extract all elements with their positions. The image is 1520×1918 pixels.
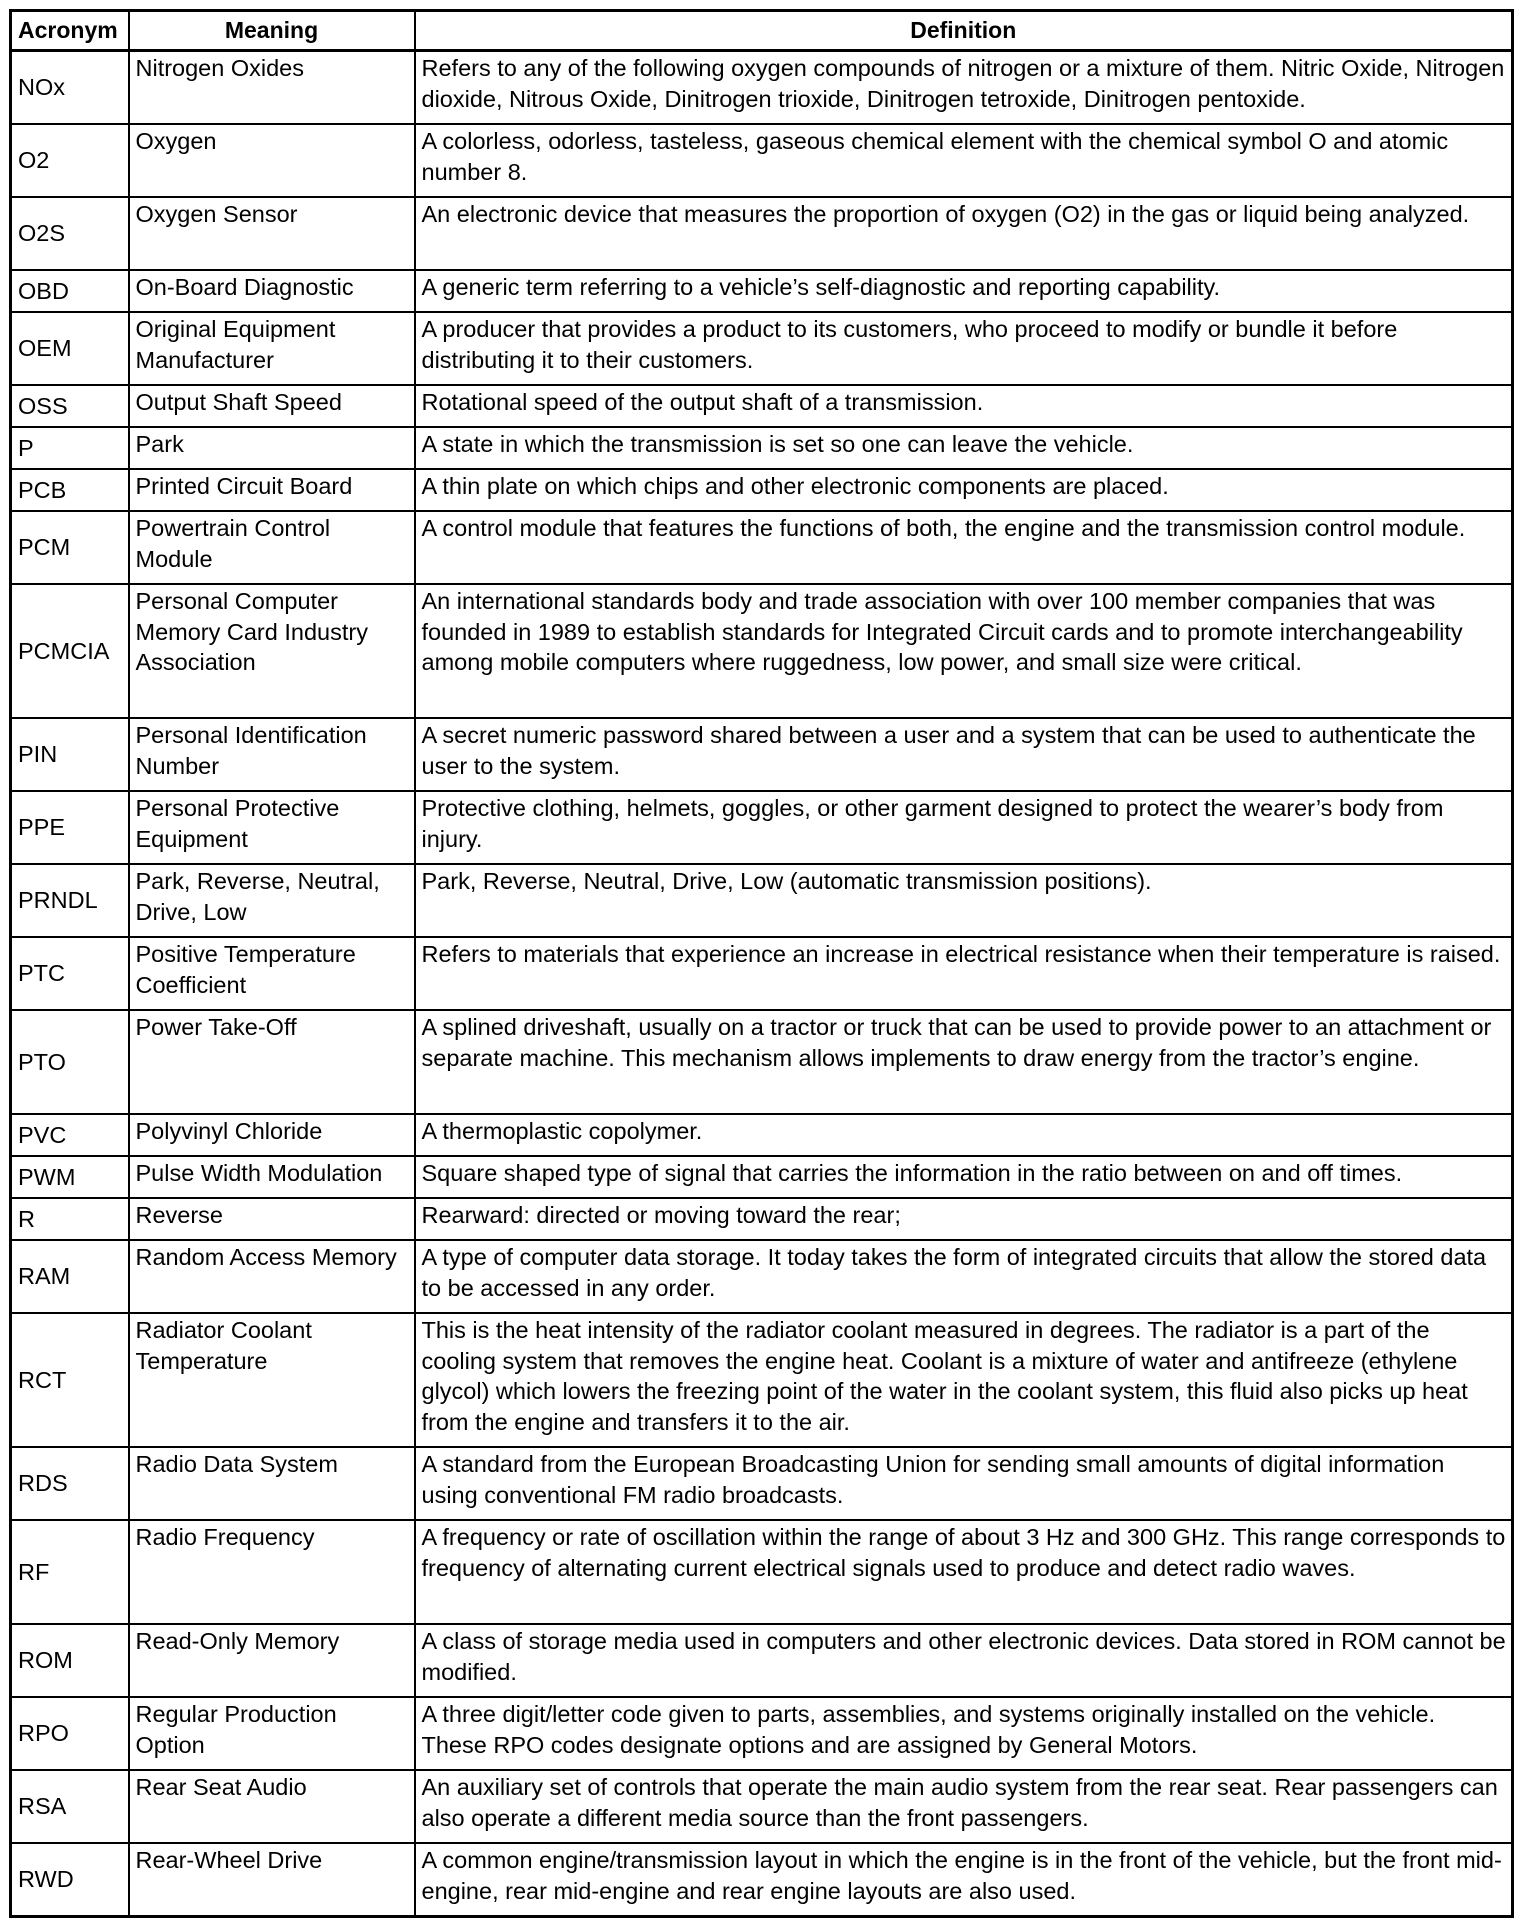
column-header-acronym: Acronym (11, 11, 129, 51)
definition-cell: This is the heat intensity of the radiator coolant measured in degrees. The radiator is a part of the cooling system that removes the engine heat. Coolant is a mixture of water and antifreeze (ethylene glycol) which lowers the freezing point of the water in the coolant system, this fluid also picks up heat from the engine and transfers it to the air. (415, 1313, 1513, 1447)
acronym-cell: P (11, 427, 129, 469)
acronym-cell: RPO (11, 1697, 129, 1770)
definition-cell: A state in which the transmission is set so one can leave the vehicle. (415, 427, 1513, 469)
definition-cell: Rotational speed of the output shaft of a transmission. (415, 385, 1513, 427)
meaning-cell: Pulse Width Modulation (129, 1156, 415, 1198)
acronym-cell: PCMCIA (11, 584, 129, 718)
definition-cell: A generic term referring to a vehicle’s self-diagnostic and reporting capability. (415, 270, 1513, 312)
table-row (11, 1624, 1513, 1697)
definition-cell: A splined driveshaft, usually on a tractor or truck that can be used to provide power to an attachment or separate machine. This mechanism allows implements to draw energy from the tractor’s engine. (415, 1010, 1513, 1114)
column-header-definition: Definition (415, 11, 1513, 51)
meaning-cell: Read-Only Memory (129, 1624, 415, 1697)
table-row (11, 511, 1513, 584)
acronym-cell: R (11, 1198, 129, 1240)
table-row (11, 937, 1513, 1010)
definition-cell: A frequency or rate of oscillation within the range of about 3 Hz and 300 GHz. This range corresponds to frequency of alternating current electrical signals used to produce and detect radio waves. (415, 1520, 1513, 1624)
table-row (11, 385, 1513, 427)
meaning-cell: Oxygen Sensor (129, 197, 415, 270)
table-row (11, 1697, 1513, 1770)
acronym-cell: OEM (11, 312, 129, 385)
table-row (11, 1240, 1513, 1313)
meaning-cell: Radio Frequency (129, 1520, 415, 1624)
table-row (11, 1313, 1513, 1447)
meaning-cell: On-Board Diagnostic (129, 270, 415, 312)
acronym-cell: RDS (11, 1447, 129, 1520)
acronym-cell: PWM (11, 1156, 129, 1198)
table-row (11, 197, 1513, 270)
meaning-cell: Rear Seat Audio (129, 1770, 415, 1843)
table-row (11, 1843, 1513, 1917)
meaning-cell: Rear-Wheel Drive (129, 1843, 415, 1917)
definition-cell: Protective clothing, helmets, goggles, or other garment designed to protect the wearer’s body from injury. (415, 791, 1513, 864)
meaning-cell: Park, Reverse, Neutral, Drive, Low (129, 864, 415, 937)
acronym-cell: NOx (11, 51, 129, 125)
table-row (11, 270, 1513, 312)
table-row (11, 124, 1513, 197)
definition-cell: Rearward: directed or moving toward the rear; (415, 1198, 1513, 1240)
definition-cell: A type of computer data storage. It today takes the form of integrated circuits that allow the stored data to be accessed in any order. (415, 1240, 1513, 1313)
meaning-cell: Personal Computer Memory Card Industry Association (129, 584, 415, 718)
acronym-cell: RWD (11, 1843, 129, 1917)
acronym-cell: O2S (11, 197, 129, 270)
acronym-cell: PTC (11, 937, 129, 1010)
meaning-cell: Output Shaft Speed (129, 385, 415, 427)
acronym-cell: PTO (11, 1010, 129, 1114)
table-row (11, 1156, 1513, 1198)
acronym-cell: PPE (11, 791, 129, 864)
definition-cell: A colorless, odorless, tasteless, gaseous chemical element with the chemical symbol O and atomic number 8. (415, 124, 1513, 197)
table-row (11, 1198, 1513, 1240)
definition-cell: Refers to materials that experience an increase in electrical resistance when their temperature is raised. (415, 937, 1513, 1010)
table-row (11, 427, 1513, 469)
definition-cell: A class of storage media used in computers and other electronic devices. Data stored in ROM cannot be modified. (415, 1624, 1513, 1697)
definition-cell: A producer that provides a product to its customers, who proceed to modify or bundle it before distributing it to their customers. (415, 312, 1513, 385)
meaning-cell: Reverse (129, 1198, 415, 1240)
acronym-cell: OBD (11, 270, 129, 312)
acronym-cell: RSA (11, 1770, 129, 1843)
definition-cell: Square shaped type of signal that carries the information in the ratio between on and off times. (415, 1156, 1513, 1198)
meaning-cell: Random Access Memory (129, 1240, 415, 1313)
meaning-cell: Personal Protective Equipment (129, 791, 415, 864)
meaning-cell: Nitrogen Oxides (129, 51, 415, 125)
definition-cell: An electronic device that measures the proportion of oxygen (O2) in the gas or liquid being analyzed. (415, 197, 1513, 270)
meaning-cell: Power Take-Off (129, 1010, 415, 1114)
definition-cell: A control module that features the functions of both, the engine and the transmission control module. (415, 511, 1513, 584)
meaning-cell: Radiator Coolant Temperature (129, 1313, 415, 1447)
acronym-cell: RF (11, 1520, 129, 1624)
acronym-cell: PCB (11, 469, 129, 511)
acronym-cell: PVC (11, 1114, 129, 1156)
meaning-cell: Oxygen (129, 124, 415, 197)
acronym-cell: O2 (11, 124, 129, 197)
table-row (11, 718, 1513, 791)
definition-cell: A standard from the European Broadcasting Union for sending small amounts of digital information using conventional FM radio broadcasts. (415, 1447, 1513, 1520)
acronym-cell: ROM (11, 1624, 129, 1697)
meaning-cell: Original Equipment Manufacturer (129, 312, 415, 385)
meaning-cell: Regular Production Option (129, 1697, 415, 1770)
acronym-table (9, 9, 1514, 1918)
meaning-cell: Positive Temperature Coefficient (129, 937, 415, 1010)
definition-cell: A secret numeric password shared between a user and a system that can be used to authenticate the user to the system. (415, 718, 1513, 791)
acronym-cell: RAM (11, 1240, 129, 1313)
meaning-cell: Radio Data System (129, 1447, 415, 1520)
definition-cell: An international standards body and trade association with over 100 member companies that was founded in 1989 to establish standards for Integrated Circuit cards and to promote interchangeability among mobile computers where ruggedness, low power, and small size were critical. (415, 584, 1513, 718)
definition-cell: An auxiliary set of controls that operate the main audio system from the rear seat. Rear passengers can also operate a different media source than the front passengers. (415, 1770, 1513, 1843)
table-row (11, 864, 1513, 937)
header-row (11, 11, 1513, 51)
meaning-cell: Polyvinyl Chloride (129, 1114, 415, 1156)
table-row (11, 791, 1513, 864)
definition-cell: A thin plate on which chips and other electronic components are placed. (415, 469, 1513, 511)
definition-cell: A common engine/transmission layout in which the engine is in the front of the vehicle, but the front mid-engine, rear mid-engine and rear engine layouts are also used. (415, 1843, 1513, 1917)
table-row (11, 469, 1513, 511)
definition-cell: Refers to any of the following oxygen compounds of nitrogen or a mixture of them. Nitric Oxide, Nitrogen dioxide, Nitrous Oxide, Dinitrogen trioxide, Dinitrogen tetroxide, Dinitrogen pentoxide. (415, 51, 1513, 125)
meaning-cell: Park (129, 427, 415, 469)
acronym-cell: OSS (11, 385, 129, 427)
acronym-cell: PRNDL (11, 864, 129, 937)
meaning-cell: Personal Identification Number (129, 718, 415, 791)
acronym-cell: PCM (11, 511, 129, 584)
table-row (11, 312, 1513, 385)
table-row (11, 1770, 1513, 1843)
definition-cell: Park, Reverse, Neutral, Drive, Low (automatic transmission positions). (415, 864, 1513, 937)
definition-cell: A three digit/letter code given to parts, assemblies, and systems originally installed on the vehicle. These RPO codes designate options and are assigned by General Motors. (415, 1697, 1513, 1770)
definition-cell: A thermoplastic copolymer. (415, 1114, 1513, 1156)
table-row (11, 584, 1513, 718)
meaning-cell: Printed Circuit Board (129, 469, 415, 511)
table-row (11, 51, 1513, 125)
column-header-meaning: Meaning (129, 11, 415, 51)
table-row (11, 1010, 1513, 1114)
table-row (11, 1447, 1513, 1520)
table-row (11, 1520, 1513, 1624)
acronym-cell: RCT (11, 1313, 129, 1447)
table-row (11, 1114, 1513, 1156)
meaning-cell: Powertrain Control Module (129, 511, 415, 584)
acronym-cell: PIN (11, 718, 129, 791)
